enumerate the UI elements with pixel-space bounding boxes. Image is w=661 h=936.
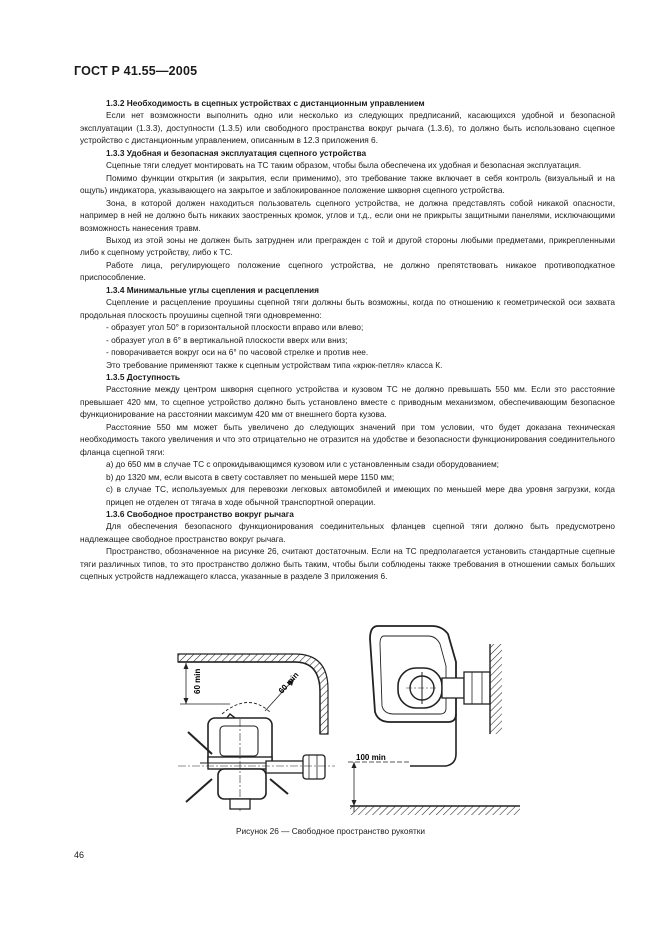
section-heading-1-3-4: 1.3.4 Минимальные углы сцепления и расцепления: [106, 284, 319, 295]
paragraph: Расстояние 550 мм может быть увеличено до следующих значений при том условии, что будет доказана техническая необходимость такого увеличения и что это отрицательно не отразится на удобстве и безопасности функционирования соединительного фланца сцепной тяги:: [80, 421, 615, 457]
figure-caption: Рисунок 26 — Свободное пространство рукоятки: [235, 826, 426, 836]
dimension-label-right: 100 min: [356, 753, 386, 762]
paragraph: Пространство, обозначенное на рисунке 26, считают достаточным. Если на ТС предполагается установить стандартные сцепные тяги различных типов, то это пространство должно быть таким, чтобы были соблюдены также требования в отношении самых больших сцепных устройств надлежащего класса, указанные в разделе 3 приложения 6.: [80, 546, 615, 582]
section-heading-1-3-3: 1.3.3 Удобная и безопасная эксплуатация сцепного устройства: [106, 147, 367, 158]
paragraph: Расстояние между центром шкворня сцепного устройства и кузовом ТС не должно превышать 550 мм. Если это расстояние превышает 420 мм, то сцепное устройство должно быть установлено вместе с приводным механизмом, обеспечивающим безопасное функционирование на расстоянии максимум 420 мм от внешнего борта кузова.: [80, 384, 615, 420]
figure-26-drawing: [170, 614, 530, 820]
right-view: [348, 626, 520, 815]
list-item: - образует угол 50° в горизонтальной плоскости вправо или влево;: [106, 322, 364, 333]
left-view: [178, 654, 335, 812]
figure-26: [170, 614, 530, 820]
paragraph: Зона, в которой должен находиться пользователь сцепного устройства, не должна представлять собой никакой опасности, например в ней не должно быть никаких заостренных кромок, углов и т.д., если они не прикрыты защитными панелями, исключающими возможность нанесения травм.: [80, 197, 615, 233]
paragraph: Для обеспечения безопасного функционирования соединительных фланцев сцепной тяги должно быть предусмотрено надлежащее свободное пространство вокруг рычага.: [80, 521, 615, 544]
section-heading-1-3-5: 1.3.5 Доступность: [106, 371, 180, 382]
dimension-label-diagonal: 60 min: [276, 670, 301, 696]
paragraph: Сцепные тяги следует монтировать на ТС таким образом, чтобы была обеспечена их удобная и безопасная эксплуатация.: [106, 160, 582, 171]
list-item: a) до 650 мм в случае ТС с опрокидывающимся кузовом или с установленным сзади оборудованием;: [106, 459, 499, 470]
paragraph: Помимо функции открытия (и закрытия, если применимо), это требование также включает в себя контроль (визуальный и на ощупь) индикатора, указывающего на закрытое и заблокированное положение шкворня сцепного устройства.: [80, 172, 615, 196]
list-item: b) до 1320 мм, если высота в свету составляет по меньшей мере 1150 мм;: [106, 471, 395, 482]
list-item: - поворачивается вокруг оси на 6° по часовой стрелке и против нее.: [106, 347, 369, 358]
page-number: 46: [74, 850, 85, 860]
page-header: ГОСТ Р 41.55—2005: [74, 64, 198, 78]
list-item: c) в случае ТС, используемых для перевозки легковых автомобилей и имеющих по меньшей мере два уровня загрузки, когда прицеп не отделен от тягача в ходе обычной транспортной операции.: [106, 484, 615, 507]
paragraph: Это требование применяют также к сцепным устройствам типа «крюк-петля» класса К.: [106, 359, 443, 370]
list-item: - образует угол в 6° в вертикальной плоскости вверх или вниз;: [106, 334, 348, 345]
dimension-label-vertical: 60 min: [193, 668, 202, 694]
paragraph: Работе лица, регулирующего положение сцепного устройства, не должно препятствовать никакое противоподкатное приспособление.: [80, 259, 615, 283]
paragraph: Выход из этой зоны не должен быть затруднен или прегражден с той и другой стороны любыми предметами, прикрепленными либо к сцепному устройству, либо к ТС.: [80, 234, 615, 258]
paragraph: Если нет возможности выполнить одно или несколько из следующих предписаний, касающихся удобной и безопасной эксплуатации (1.3.3), доступности (1.3.5) или свободного пространства вокруг рычага (1.3.6), то должно быть использовано сцепное устройство с дистанционным управлением, описанным в 12.3 приложения 6.: [80, 110, 615, 146]
document-body: [80, 97, 615, 583]
section-heading-1-3-6: 1.3.6 Свободное пространство вокруг рычага: [106, 508, 294, 519]
section-heading-1-3-2: 1.3.2 Необходимость в сцепных устройствах с дистанционным управлением: [106, 98, 425, 108]
paragraph: Сцепление и расцепление проушины сцепной тяги должны быть возможны, когда по отношению к геометрической оси захвата продольная плоскость проушины сцепной тяги одновременно:: [80, 297, 615, 320]
